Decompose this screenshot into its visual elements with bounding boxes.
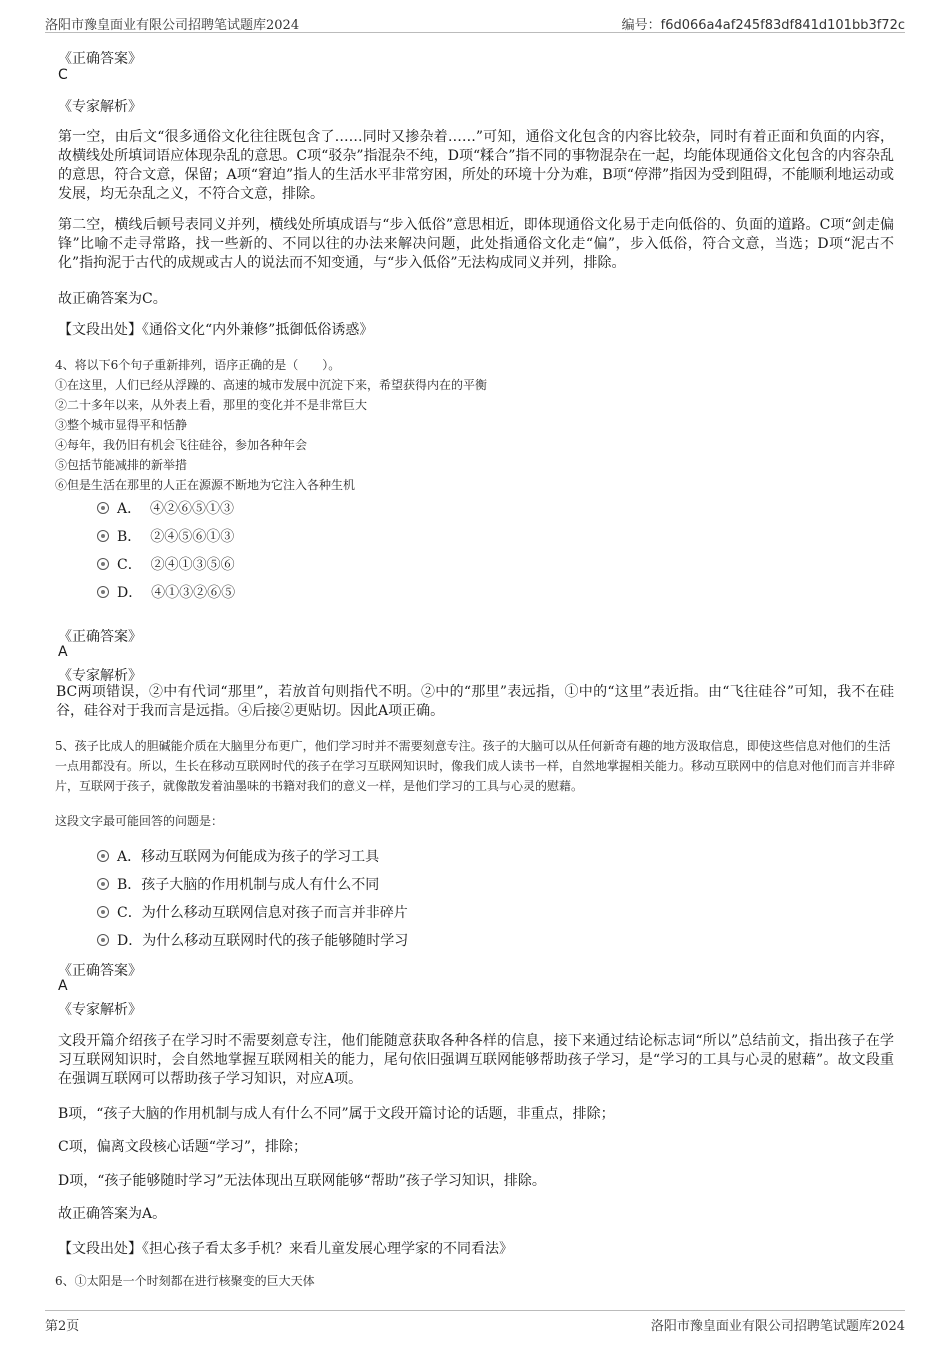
answer-heading: 《正确答案》 <box>58 51 142 67</box>
question-prompt: 这段文字最可能回答的问题是： <box>55 814 224 828</box>
radio-icon[interactable] <box>97 934 109 946</box>
option-label: B． <box>117 529 142 545</box>
option-text: ④①③②⑥⑤ <box>151 585 236 601</box>
option-text: ②④⑤⑥①③ <box>150 529 235 545</box>
page-number: 第2页 <box>45 1319 80 1334</box>
option-label: D． <box>117 585 143 601</box>
radio-icon[interactable] <box>97 558 109 570</box>
option-a[interactable] <box>97 846 379 866</box>
answer-value: A <box>58 978 68 994</box>
analysis-paragraph: 文段开篇介绍孩子在学习时不需要刻意专注，他们能随意获取各种各样的信息，接下来通过结论标志词“所以”总结前文，指出孩子在学习互联网知识时，会自然地掌握互联网相关的能力，尾句依旧强调互联网能够帮助孩子学习，是“学习的工具与心灵的慰藉”。故文段重在强调互联网可以帮助孩子学习知识，对应A项。 <box>58 1033 894 1087</box>
source-citation: 【文段出处】《担心孩子看太多手机？来看儿童发展心理学家的不同看法》 <box>58 1241 513 1257</box>
option-a[interactable] <box>97 498 234 518</box>
option-c[interactable] <box>97 902 408 922</box>
answer-value: C <box>58 67 68 83</box>
analysis-paragraph: 第二空，横线后顿号表同义并列，横线处所填成语与“步入低俗”意思相近，即体现通俗文化易于走向低俗的、负面的道路。C项“剑走偏锋”比喻不走寻常路，找一些新的、不同以往的办法来解决问题，此处指通俗文化走“偏”，步入低俗，符合文意，当选；D项“泥古不化”指拘泥于古代的成规或古人的说法而不知变通，与“步入低俗”无法构成同义并列，排除。 <box>58 217 894 271</box>
analysis-heading: 《专家解析》 <box>58 668 142 684</box>
analysis-paragraph: 第一空，由后文“很多通俗文化往往既包含了……同时又掺杂着……”可知，通俗文化包含的内容比较杂，同时有着正面和负面的内容，故横线处所填词语应体现杂乱的意思。C项“驳杂”指混杂不纯，D项“糅合”指不同的事物混杂在一起，均能体现通俗文化包含的内容杂乱的意思，符合文意，保留；A项“窘迫”指人的生活水平非常穷困，所处的环境十分为难，B项“停滞”指因为受到阻碍，不能顺利地运动或发展，均无杂乱之义，不符合文意，排除。 <box>58 129 894 202</box>
option-b[interactable] <box>97 526 234 546</box>
option-d[interactable] <box>97 930 408 950</box>
radio-icon[interactable] <box>97 906 109 918</box>
document-id: 编号：f6d066a4af245f83df841d101bb3f72c <box>621 18 905 33</box>
footer-title: 洛阳市豫皇面业有限公司招聘笔试题库2024 <box>650 1319 905 1334</box>
conclusion: 故正确答案为C。 <box>58 291 167 307</box>
sentence-item: ⑤包括节能减排的新举措 <box>55 458 188 472</box>
option-label: C． <box>117 905 142 921</box>
answer-value: A <box>58 644 68 660</box>
question-stem: 5、孩子比成人的胆碱能介质在大脑里分布更广，他们学习时并不需要刻意专注。孩子的大脑可以从任何新奇有趣的地方汲取信息，即使这些信息对他们的生活一点用都没有。所以，生长在移动互联网时代的孩子在学习互联网知识时，像我们成人读书一样，自然地掌握相关能力。移动互联网中的信息对他们而言并非碎片，互联网于孩子，就像散发着油墨味的书籍对我们的意义一样，是他们学习的工具与心灵的慰藉。 <box>55 739 896 793</box>
analysis-heading: 《专家解析》 <box>58 1002 142 1018</box>
sentence-item: ④每年，我仍旧有机会飞往硅谷，参加各种年会 <box>55 438 308 452</box>
answer-heading: 《正确答案》 <box>58 629 142 645</box>
sentence-item: ②二十多年以来，从外表上看，那里的变化并不是非常巨大 <box>55 398 368 412</box>
page-header <box>45 10 905 33</box>
option-label: D． <box>117 933 143 949</box>
option-d[interactable] <box>97 582 235 602</box>
option-text: 为什么移动互联网时代的孩子能够随时学习 <box>142 933 409 949</box>
source-citation: 【文段出处】《通俗文化“内外兼修”抵御低俗诱惑》 <box>58 322 374 338</box>
question-stem: 6、①太阳是一个时刻都在进行核聚变的巨大天体 <box>55 1274 315 1288</box>
page-footer <box>45 1310 905 1333</box>
sentence-item: ⑥但是生活在那里的人正在源源不断地为它注入各种生机 <box>55 478 356 492</box>
option-b[interactable] <box>97 874 379 894</box>
analysis-heading: 《专家解析》 <box>58 99 142 115</box>
option-c[interactable] <box>97 554 235 574</box>
radio-icon[interactable] <box>97 586 109 598</box>
radio-icon[interactable] <box>97 878 109 890</box>
option-label: A． <box>117 501 142 517</box>
sentence-item: ③整个城市显得平和恬静 <box>55 418 188 432</box>
sentence-item: ①在这里，人们已经从浮躁的、高速的城市发展中沉淀下来，希望获得内在的平衡 <box>55 378 488 392</box>
conclusion: 故正确答案为A。 <box>58 1206 167 1222</box>
option-text: 移动互联网为何能成为孩子的学习工具 <box>141 849 380 865</box>
option-label: A． <box>117 849 142 865</box>
analysis-paragraph: BC两项错误，②中有代词“那里”，若放首句则指代不明。②中的“那里”表远指，①中的“这里”表近指。由“飞往硅谷”可知，我不在硅谷，硅谷对于我而言是远指。④后接②更贴切。因此A项正确。 <box>56 684 894 719</box>
option-label: C． <box>117 557 142 573</box>
option-text: ②④①③⑤⑥ <box>150 557 235 573</box>
option-text: 为什么移动互联网信息对孩子而言并非碎片 <box>141 905 408 921</box>
radio-icon[interactable] <box>97 850 109 862</box>
radio-icon[interactable] <box>97 502 109 514</box>
option-text: 孩子大脑的作用机制与成人有什么不同 <box>141 877 380 893</box>
analysis-paragraph: B项，“孩子大脑的作用机制与成人有什么不同”属于文段开篇讨论的话题，非重点，排除； <box>58 1106 615 1122</box>
option-text: ④②⑥⑤①③ <box>150 501 235 517</box>
answer-heading: 《正确答案》 <box>58 963 142 979</box>
question-stem: 4、将以下6个句子重新排列，语序正确的是（ ）。 <box>55 358 341 372</box>
analysis-paragraph: D项，“孩子能够随时学习”无法体现出互联网能够“帮助”孩子学习知识，排除。 <box>58 1173 546 1189</box>
analysis-paragraph: C项，偏离文段核心话题“学习”，排除； <box>58 1139 308 1155</box>
radio-icon[interactable] <box>97 530 109 542</box>
option-label: B． <box>117 877 142 893</box>
header-title: 洛阳市豫皇面业有限公司招聘笔试题库2024 <box>45 18 300 33</box>
